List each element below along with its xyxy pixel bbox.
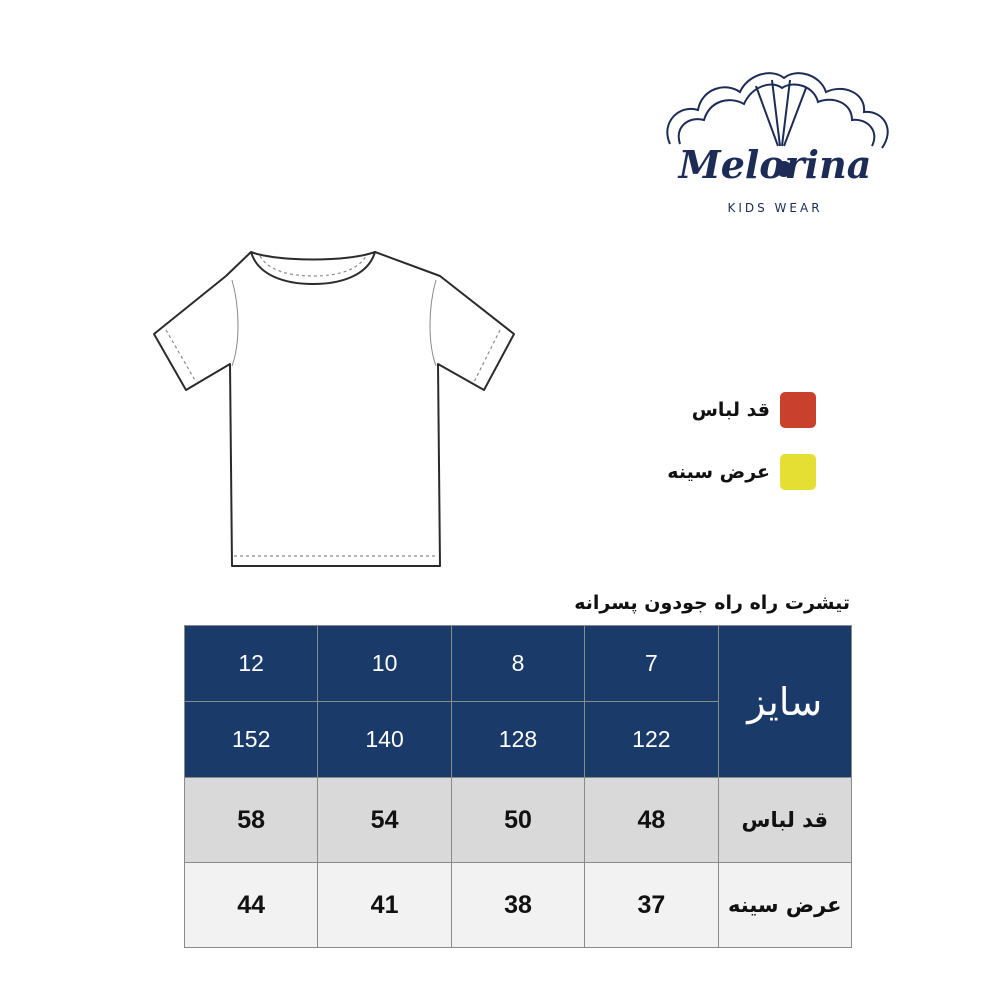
height-cell: 122	[585, 702, 718, 778]
age-cell: 7	[585, 626, 718, 702]
length-value: 50	[451, 778, 584, 863]
legend-item-chest-width	[667, 454, 816, 490]
chest-width-row-label: عرض سینه	[718, 863, 851, 948]
chest-width-value: 38	[451, 863, 584, 948]
legend-item-length	[692, 392, 816, 428]
height-cell: 140	[318, 702, 451, 778]
length-value: 48	[585, 778, 718, 863]
table-row-chest-width	[185, 863, 852, 948]
brand-name: Melorina	[678, 142, 872, 187]
length-row-label: قد لباس	[718, 778, 851, 863]
height-cell: 152	[185, 702, 318, 778]
age-cell: 8	[451, 626, 584, 702]
height-cell: 128	[451, 702, 584, 778]
size-header: سایز	[718, 626, 851, 778]
legend-swatch-length	[780, 392, 816, 428]
chest-width-value: 44	[185, 863, 318, 948]
legend-label-length: قد لباس	[691, 399, 770, 421]
chest-width-value: 37	[585, 863, 718, 948]
age-cell: 10	[318, 626, 451, 702]
length-value: 54	[318, 778, 451, 863]
table-row-length	[185, 778, 852, 863]
brand-tagline: KIDS WEAR	[727, 201, 823, 215]
table-title: تیشرت راه راه جودون پسرانه	[574, 592, 850, 614]
chest-width-value: 41	[318, 863, 451, 948]
age-cell: 12	[185, 626, 318, 702]
length-value: 58	[185, 778, 318, 863]
legend-swatch-chest-width	[780, 454, 816, 490]
legend-label-chest-width: عرض سینه	[667, 461, 770, 483]
table-row-age	[185, 626, 852, 702]
tshirt-illustration	[148, 248, 520, 573]
brand-logo	[660, 62, 890, 222]
size-table	[184, 625, 852, 948]
